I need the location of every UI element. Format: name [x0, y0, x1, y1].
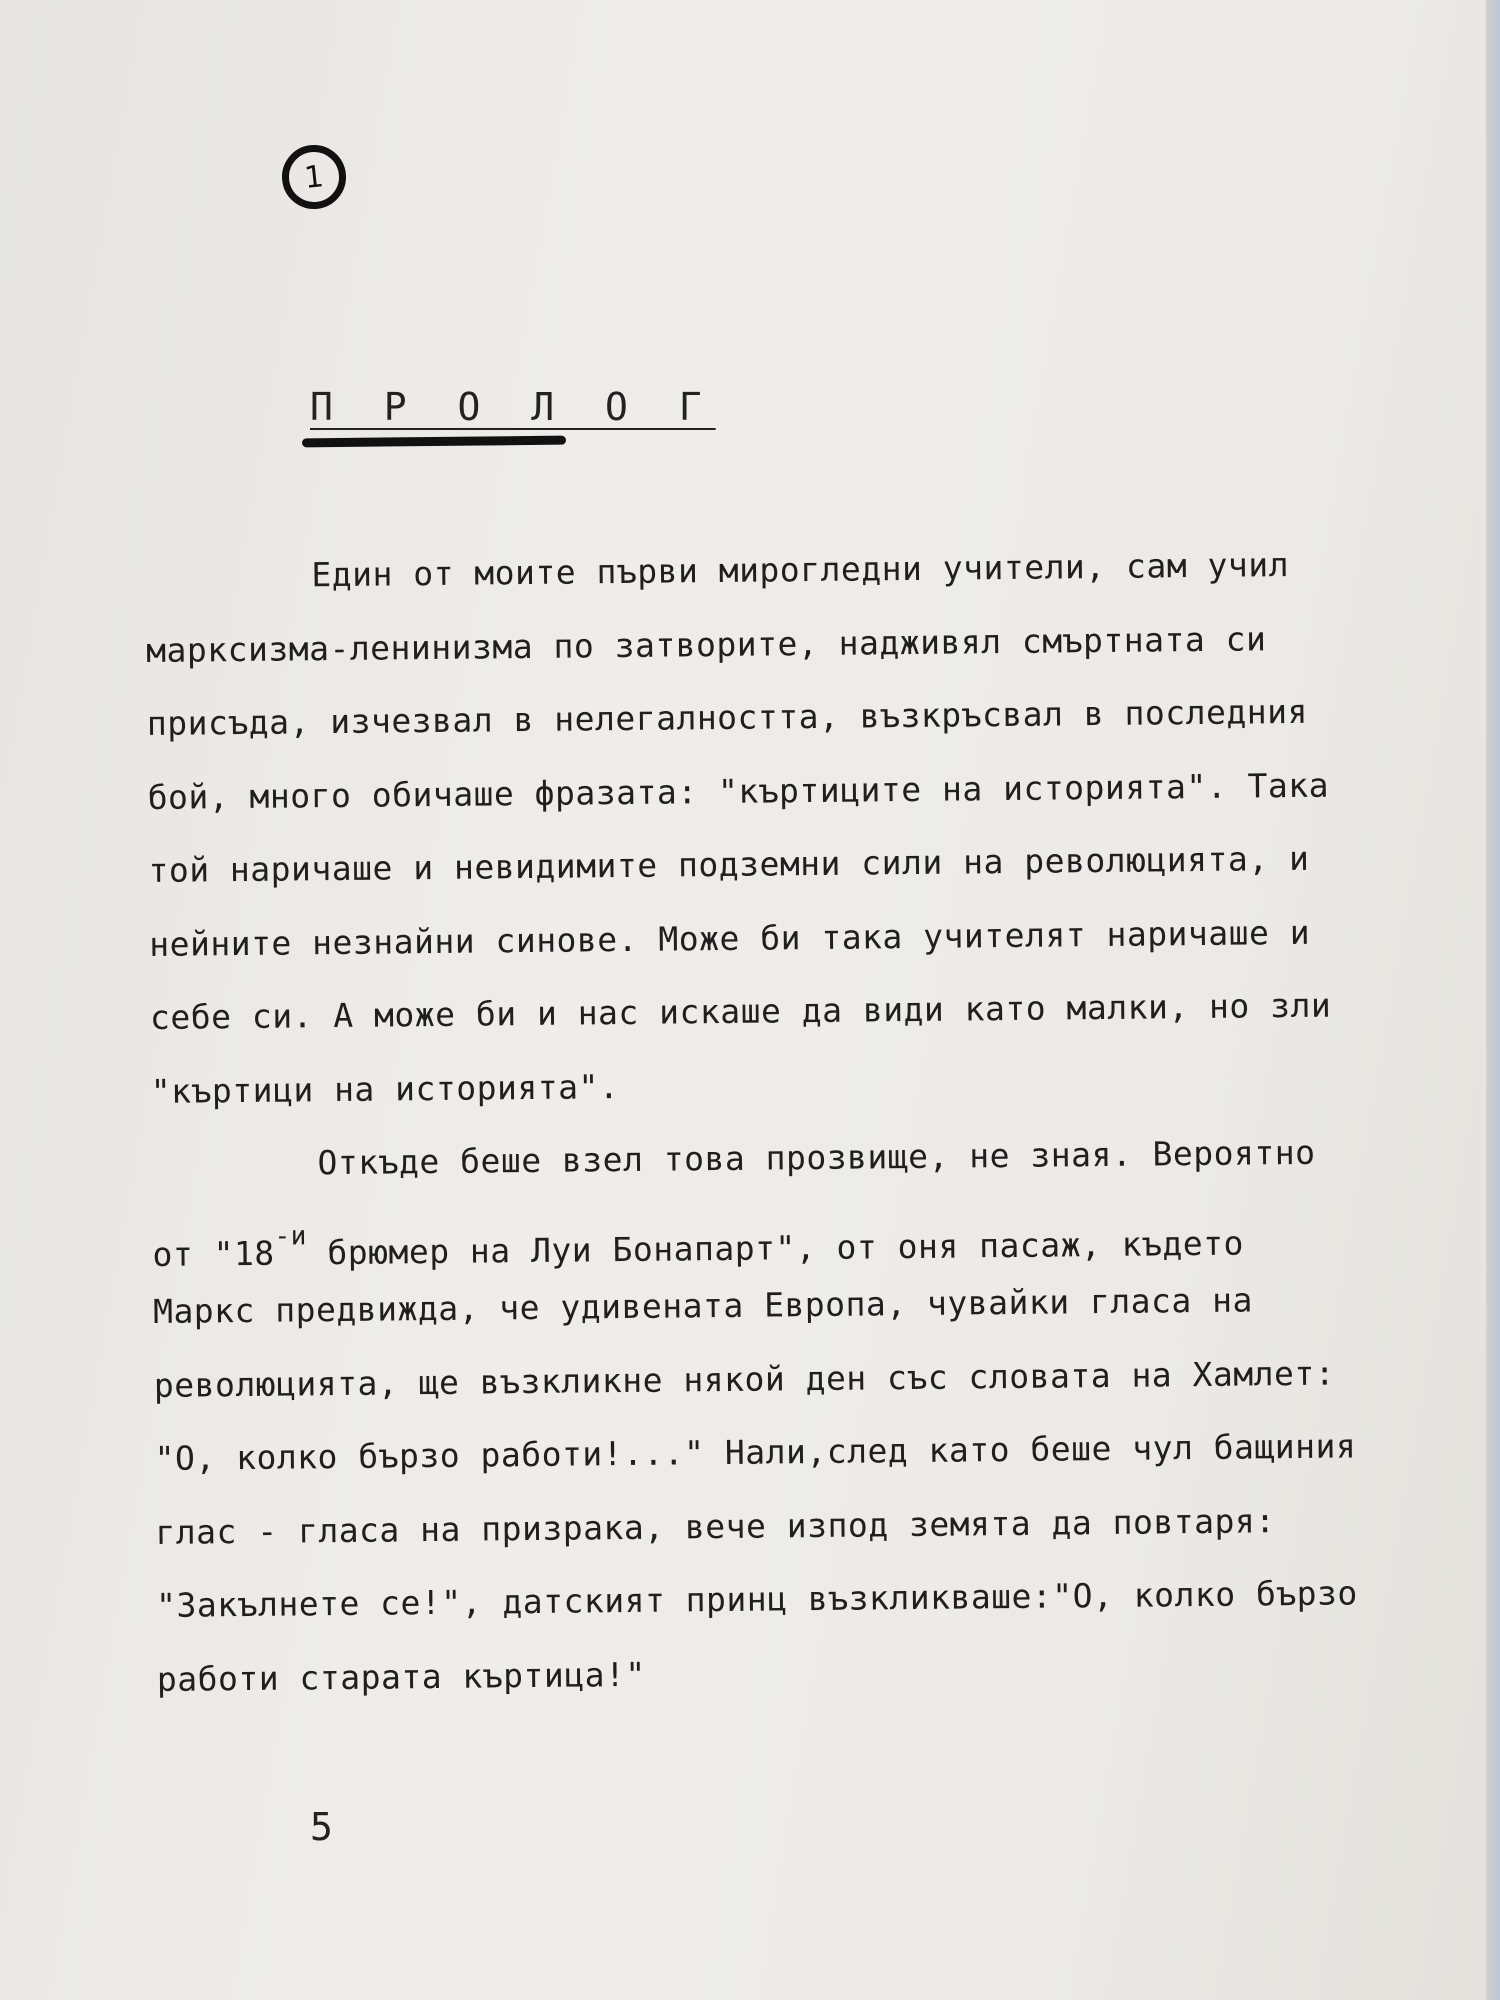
text-line: "Закълнете се!", датският принц възкликваше:"О, колко бързо [155, 1573, 1358, 1625]
text-line: марксизма-ленинизма по затворите, надживял смъртната си [145, 618, 1267, 670]
text-line: глас - гласа на призрака, вече изпод земята да повтаря: [155, 1500, 1276, 1552]
page-number: 5 [310, 1805, 333, 1849]
text-line: "къртици на историята". [150, 1066, 620, 1111]
text-line: присъда, изчезвал в нелегалността, възкръсвал в последния [146, 691, 1309, 743]
text-line: нейните незнайни синове. Може би така учителят наричаше и [149, 912, 1311, 964]
chapter-title: П Р О Л О Г [310, 385, 716, 429]
text-line: себе си. А може би и нас искаше да види като малки, но зли [149, 985, 1332, 1037]
circled-page-marker: 1 [279, 142, 349, 212]
title-underline-marker [302, 436, 566, 448]
text-segment: брюмер на Луи Бонапарт", от оня пасаж, където [306, 1223, 1245, 1272]
body-text [145, 526, 1457, 1716]
text-line: бой, много обичаше фразата: "къртиците на историята". Така [147, 765, 1330, 817]
page-edge [1486, 0, 1500, 2000]
superscript: -и [274, 1220, 307, 1252]
text-line: работи старата къртица!" [156, 1654, 646, 1699]
text-line: Един от моите първи мирогледни учители, сам учил [311, 545, 1290, 595]
text-line: Откъде беше взел това прозвище, не зная. Вероятно [317, 1132, 1316, 1183]
text-line: революцията, ще възкликне някой ден със словата на Хамлет: [153, 1353, 1336, 1405]
text-line: "О, колко бързо работи!..." Нали,след като беше чул бащиния [154, 1426, 1357, 1478]
text-segment: от "18 [152, 1233, 275, 1274]
text-line: Маркс предвижда, че удивената Европа, чувайки гласа на [152, 1280, 1254, 1331]
text-line [152, 1188, 1453, 1275]
text-line: той наричаше и невидимите подземни сили на революцията, и [148, 838, 1310, 890]
